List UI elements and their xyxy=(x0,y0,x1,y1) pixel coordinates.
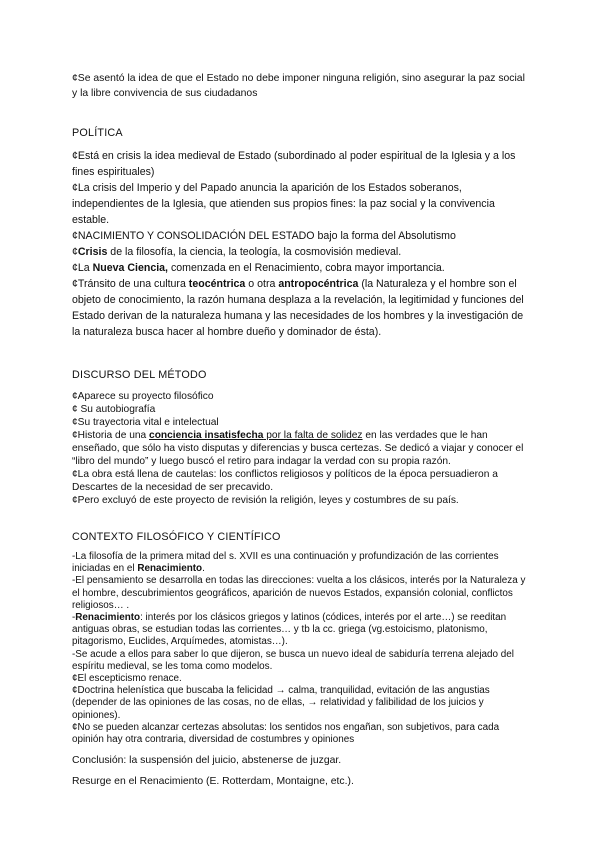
discurso-item: ¢ Su autobiografía xyxy=(72,404,156,415)
contexto-item: -Se acude a ellos para saber lo que dijeron, se busca un nuevo ideal de sabiduría terrena alejado del espíritu medieval, se les toma como modelos. xyxy=(72,648,514,672)
intro-paragraph: ¢Se asentó la idea de que el Estado no debe imponer ninguna religión, sino asegurar la paz social y la libre convivencia de sus ciudadanos xyxy=(72,73,525,99)
discurso-item: ¢La obra está llena de cautelas: los conflictos religiosos y políticos de la época persuadieron a Descartes de la necesidad de ser precavido. xyxy=(72,469,498,493)
politica-item: ¢La Nueva Ciencia, comenzada en el Renacimiento, cobra mayor importancia. xyxy=(72,262,445,274)
contexto-item: -La filosofía de la primera mitad del s. XVII es una continuación y profundización de las corrientes iniciadas en el Renacimiento. xyxy=(72,551,499,575)
politica-item: ¢NACIMIENTO Y CONSOLIDACIÓN DEL ESTADO bajo la forma del Absolutismo xyxy=(72,230,456,242)
discurso-heading: DISCURSO DEL MÉTODO xyxy=(72,369,207,381)
politica-item: ¢La crisis del Imperio y del Papado anuncia la aparición de los Estados soberanos, independientes de la Iglesia, que atienden sus propios fines: la paz social y la convivencia estable. xyxy=(72,182,495,226)
politica-heading: POLÍTICA xyxy=(72,127,123,139)
document-page xyxy=(72,72,532,789)
contexto-list xyxy=(72,551,532,746)
conclusion-paragraph: Conclusión: la suspensión del juicio, abstenerse de juzgar. xyxy=(72,755,342,767)
politica-item: ¢Está en crisis la idea medieval de Estado (subordinado al poder espiritual de la Iglesia y a los fines espirituales) xyxy=(72,150,516,178)
contexto-item: ¢El escepticismo renace. xyxy=(72,673,182,685)
contexto-heading: CONTEXTO FILOSÓFICO Y CIENTÍFICO xyxy=(72,531,281,543)
discurso-item: ¢Su trayectoria vital e intelectual xyxy=(72,417,219,428)
contexto-item: ¢Doctrina helenística que buscaba la felicidad → calma, tranquilidad, evitación de las angustias (depender de las opiniones de las cosas, no de ellas, → relatividad y falibilidad de los juicios y opiniones). xyxy=(72,685,490,721)
politica-item: ¢Crisis de la filosofía, la ciencia, la teología, la cosmovisión medieval. xyxy=(72,246,402,258)
resurge-paragraph: Resurge en el Renacimiento (E. Rotterdam, Montaigne, etc.). xyxy=(72,776,354,788)
contexto-item: ¢No se pueden alcanzar certezas absolutas: los sentidos nos engañan, son subjetivos, para cada opinión hay otra contraria, diversidad de costumbres y opiniones xyxy=(72,721,500,746)
discurso-item: ¢Historia de una conciencia insatisfecha por la falta de solidez en las verdades que le han enseñado, que sólo ha visto disputas y diferencias y busca certezas. Se dedicó a viajar y conocer el “libro del mundo” y luego buscó el retiro para indagar la verdad con su propia razón. xyxy=(72,430,524,467)
discurso-item: ¢Pero excluyó de este proyecto de revisión la religión, leyes y costumbres de su país. xyxy=(72,495,459,506)
contexto-item: -Renacimiento: interés por los clásicos griegos y latinos (códices, interés por el arte…) se reeditan antiguas obras, se estudian todas las corrientes… y tb la cc. griega (vg.estoicismo, platonismo, pitagorismo, Euclides, Arquímedes, atomistas…). xyxy=(72,612,507,648)
politica-list xyxy=(72,148,532,340)
politica-item: ¢Tránsito de una cultura teocéntrica o otra antropocéntrica (la Naturaleza y el hombre son el objeto de conocimiento, la razón humana desplaza a la revelación, la legitimidad y funciones del Estado derivan de la naturaleza humana y las necesidades de los hombres y la investigación de la naturaleza busca hacer al hombre dueño y dominador de ésta). xyxy=(72,278,524,338)
discurso-list xyxy=(72,390,532,507)
discurso-item: ¢Aparece su proyecto filosófico xyxy=(72,391,214,402)
contexto-item: -El pensamiento se desarrolla en todas las direcciones: vuelta a los clásicos, interés por la Naturaleza y el hombre, descubrimientos geográficos, aparición de nuevos Estados, expansión colonial, conflictos religiosos… . xyxy=(72,575,526,611)
